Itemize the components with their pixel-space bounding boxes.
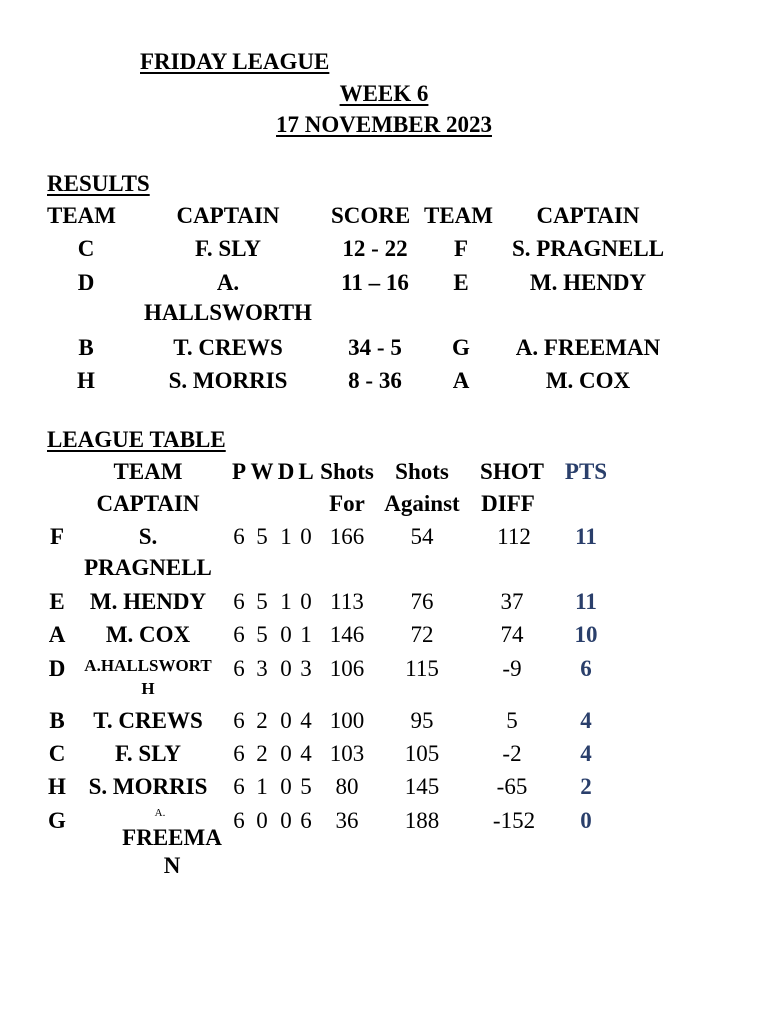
table-captain: F. SLY (114, 741, 182, 766)
table-shot-diff: -9 (502, 656, 522, 681)
table-shot-diff: 5 (506, 708, 518, 733)
table-d: 0 (280, 622, 292, 647)
table-col-d: D (277, 459, 295, 484)
table-captain-cont: N (163, 853, 181, 878)
table-shots-against: 95 (410, 708, 434, 733)
table-col-shot-diff-2: DIFF (481, 491, 535, 516)
table-pts: 4 (580, 708, 592, 733)
table-pts: 0 (580, 808, 592, 833)
table-d: 1 (280, 524, 292, 549)
table-l: 3 (300, 656, 312, 681)
table-w: 5 (256, 622, 268, 647)
table-l: 1 (300, 622, 312, 647)
table-w: 0 (256, 808, 268, 833)
results-captain2: A. FREEMAN (515, 335, 661, 360)
results-captain1-cont: HALLSWORTH (144, 300, 312, 325)
table-captain: M. HENDY (89, 589, 207, 614)
table-l: 4 (300, 708, 312, 733)
table-shots-against: 145 (404, 774, 440, 799)
table-p: 6 (233, 524, 245, 549)
table-shot-diff: -65 (496, 774, 528, 799)
table-shots-against: 115 (405, 656, 439, 681)
table-shots-for: 113 (330, 589, 364, 614)
table-pts: 11 (575, 589, 597, 614)
table-w: 1 (256, 774, 268, 799)
table-pts: 2 (580, 774, 592, 799)
table-w: 3 (256, 656, 268, 681)
table-captain-cont: H (141, 679, 155, 698)
table-pts: 11 (575, 524, 597, 549)
table-p: 6 (233, 589, 245, 614)
week-title: WEEK 6 (339, 81, 429, 106)
table-l: 0 (300, 589, 312, 614)
results-captain1: S. MORRIS (168, 368, 288, 393)
table-col-team: TEAM (113, 459, 183, 484)
table-col-pts: PTS (564, 459, 608, 484)
table-captain: A. (154, 807, 166, 819)
table-w: 5 (256, 524, 268, 549)
table-d: 0 (280, 741, 292, 766)
table-l: 0 (300, 524, 312, 549)
table-shots-against: 72 (410, 622, 434, 647)
results-captain1: A. (216, 270, 240, 295)
table-w: 5 (256, 589, 268, 614)
results-col-score: SCORE (331, 203, 411, 228)
table-team: A (48, 622, 66, 647)
results-score: 12 - 22 (342, 236, 408, 261)
results-score: 8 - 36 (348, 368, 402, 393)
table-p: 6 (233, 774, 245, 799)
table-col-p: P (231, 459, 247, 484)
results-captain1: F. SLY (194, 236, 262, 261)
results-team2: E (453, 270, 469, 295)
table-team: E (49, 589, 65, 614)
table-shot-diff: -2 (502, 741, 522, 766)
table-shot-diff: 74 (500, 622, 524, 647)
results-captain2: S. PRAGNELL (511, 236, 665, 261)
table-shot-diff: 37 (500, 589, 524, 614)
results-col-captain2: CAPTAIN (536, 203, 640, 228)
results-team2: F (453, 236, 469, 261)
table-team: D (48, 656, 66, 681)
results-team2: A (452, 368, 470, 393)
table-col-shots-against-2: Against (384, 491, 460, 516)
table-d: 0 (280, 774, 292, 799)
table-captain-cont: PRAGNELL (84, 555, 212, 580)
table-shots-for: 166 (329, 524, 365, 549)
results-team1: H (77, 368, 95, 393)
table-shot-diff: -152 (492, 808, 536, 833)
table-col-l: L (298, 459, 314, 484)
results-col-captain1: CAPTAIN (176, 203, 280, 228)
table-col-captain: CAPTAIN (96, 491, 200, 516)
table-d: 0 (280, 656, 292, 681)
table-w: 2 (256, 708, 268, 733)
results-score: 11 – 16 (341, 270, 409, 295)
table-captain: A.HALLSWORT (84, 656, 212, 675)
table-team: H (48, 774, 66, 799)
table-shots-for: 36 (335, 808, 359, 833)
table-team: F (49, 524, 65, 549)
table-col-w: W (250, 459, 274, 484)
table-shots-for: 100 (329, 708, 365, 733)
results-col-team2: TEAM (424, 203, 493, 228)
table-captain: S. (138, 524, 158, 549)
table-col-shots-against: Shots (395, 459, 449, 484)
table-shots-against: 76 (410, 589, 434, 614)
table-d: 1 (280, 589, 292, 614)
results-captain1: T. CREWS (173, 335, 283, 360)
table-shots-against: 54 (410, 524, 434, 549)
table-shots-against: 188 (404, 808, 440, 833)
table-captain: T. CREWS (93, 708, 203, 733)
table-pts: 6 (580, 656, 592, 681)
table-col-shots-for: Shots (320, 459, 374, 484)
table-captain: S. MORRIS (88, 774, 208, 799)
table-col-shot-diff: SHOT (480, 459, 544, 484)
table-captain: M. COX (105, 622, 191, 647)
table-l: 4 (300, 741, 312, 766)
table-shots-for: 106 (329, 656, 365, 681)
table-shot-diff: 112 (497, 524, 531, 549)
table-shots-for: 146 (329, 622, 365, 647)
league-title: FRIDAY LEAGUE (140, 49, 330, 74)
table-w: 2 (256, 741, 268, 766)
table-col-shots-for-2: For (329, 491, 365, 516)
results-team1: C (77, 236, 95, 261)
table-d: 0 (280, 808, 292, 833)
results-team2: G (452, 335, 470, 360)
results-heading: RESULTS (47, 171, 150, 196)
table-pts: 10 (574, 622, 598, 647)
results-score: 34 - 5 (348, 335, 402, 360)
table-l: 5 (300, 774, 312, 799)
table-captain-cont: FREEMA (122, 825, 222, 850)
table-shots-against: 105 (404, 741, 440, 766)
table-l: 6 (300, 808, 312, 833)
table-p: 6 (233, 708, 245, 733)
table-p: 6 (233, 808, 245, 833)
table-pts: 4 (580, 741, 592, 766)
results-team1: D (77, 270, 95, 295)
results-captain2: M. HENDY (529, 270, 647, 295)
results-captain2: M. COX (545, 368, 631, 393)
table-d: 0 (280, 708, 292, 733)
table-p: 6 (233, 622, 245, 647)
results-team1: B (78, 335, 94, 360)
table-team: B (49, 708, 65, 733)
table-shots-for: 80 (335, 774, 359, 799)
results-col-team1: TEAM (47, 203, 116, 228)
table-team: G (48, 808, 66, 833)
table-shots-for: 103 (329, 741, 365, 766)
table-p: 6 (233, 741, 245, 766)
table-team: C (48, 741, 66, 766)
league-table-heading: LEAGUE TABLE (47, 427, 226, 452)
date-title: 17 NOVEMBER 2023 (276, 112, 492, 137)
table-p: 6 (233, 656, 245, 681)
